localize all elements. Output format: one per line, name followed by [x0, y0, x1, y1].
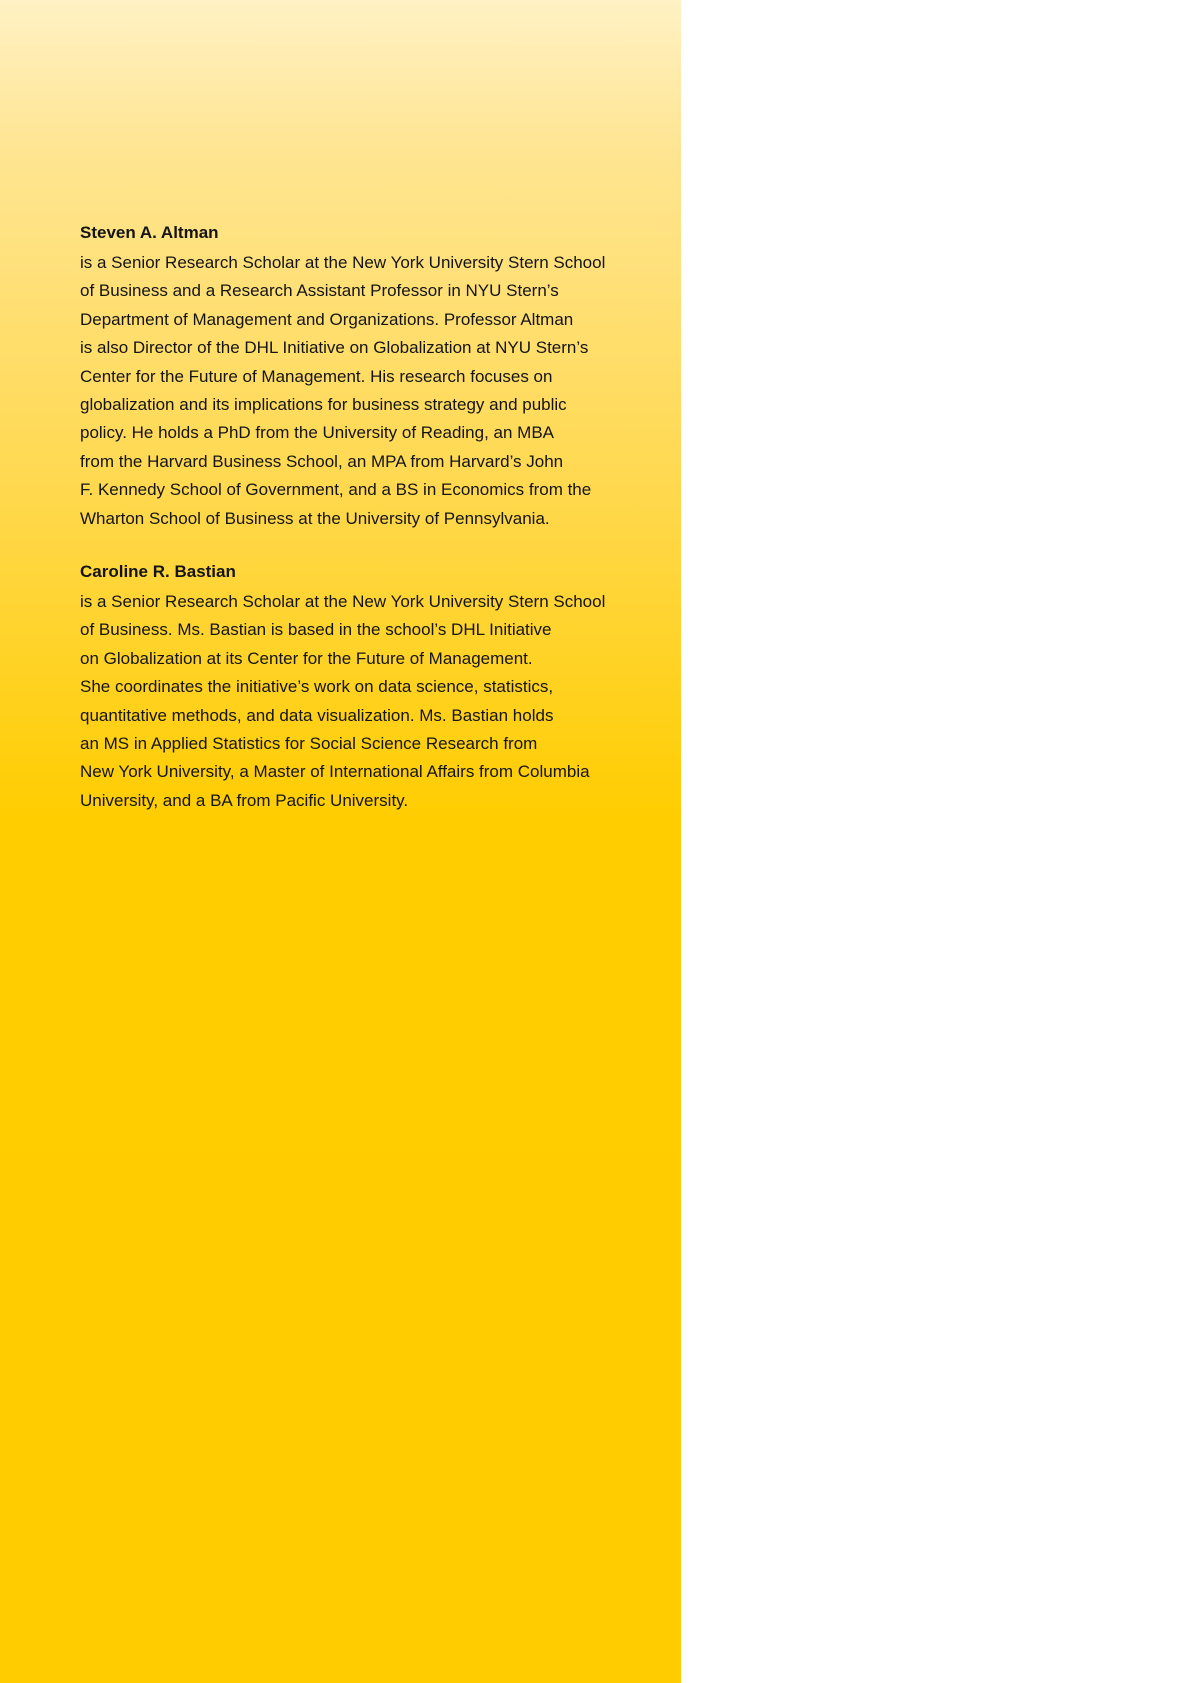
author-bio-altman — [80, 222, 640, 533]
bio-line: is also Director of the DHL Initiative on Globalization at NYU Stern’s — [80, 338, 589, 358]
bio-line: on Globalization at its Center for the Future of Management. — [80, 648, 533, 668]
bio-line: from the Harvard Business School, an MPA from Harvard’s John — [80, 451, 564, 471]
bio-line: is a Senior Research Scholar at the New York University Stern School — [80, 253, 606, 272]
bio-line: She coordinates the initiative’s work on data science, statistics, — [80, 677, 554, 697]
bio-line: Department of Management and Organizations. Professor Altman — [80, 309, 574, 329]
author-name: Caroline R. Bastian — [80, 562, 236, 581]
bio-line: globalization and its implications for business strategy and public — [80, 395, 567, 415]
bio-line: F. Kennedy School of Government, and a BS in Economics from the — [80, 480, 592, 500]
bio-line: policy. He holds a PhD from the University of Reading, an MBA — [80, 423, 555, 443]
author-description — [80, 249, 640, 533]
author-name: Steven A. Altman — [80, 223, 219, 242]
blank-right-area — [681, 0, 1190, 1683]
bio-line: Center for the Future of Management. His research focuses on — [80, 366, 553, 386]
author-description — [80, 588, 640, 815]
bio-line: of Business. Ms. Bastian is based in the school’s DHL Initiative — [80, 620, 552, 640]
bio-line: an MS in Applied Statistics for Social Science Research from — [80, 734, 538, 754]
author-bio-bastian — [80, 561, 640, 815]
bio-line: is a Senior Research Scholar at the New York University Stern School — [80, 592, 606, 611]
bio-line: University, and a BA from Pacific University. — [80, 790, 409, 810]
bio-line: of Business and a Research Assistant Professor in NYU Stern’s — [80, 281, 559, 301]
bio-line: New York University, a Master of International Affairs from Columbia — [80, 762, 590, 782]
bio-line: quantitative methods, and data visualization. Ms. Bastian holds — [80, 705, 554, 725]
bio-line: Wharton School of Business at the University of Pennsylvania. — [80, 508, 550, 528]
